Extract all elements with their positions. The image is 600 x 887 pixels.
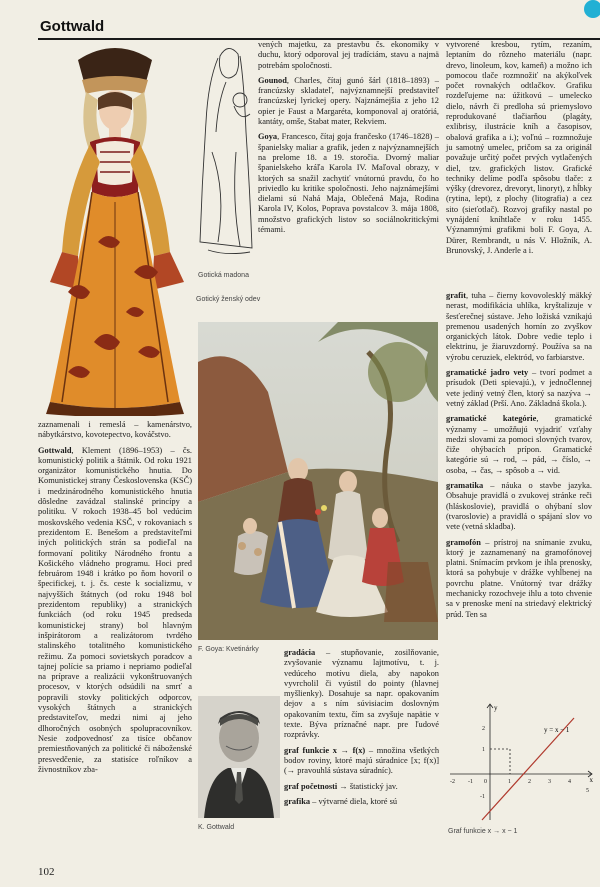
- caption-goya: F. Goya: Kvetinárky: [198, 646, 259, 653]
- col3-grafika-continuation: vytvorené kresbou, rytím, rezaním, leptaním do rôzneho materiálu (napr. drevo, linoleum, kov, kameň) a možno ich pomocou tlače rozmnožiť na akýkoľvek počet rovnakých odtlačkov. Grafiku rozdeľujeme na: úžitkovú – umelecko dielo, návrh či predloha sú priemyslovo reprodukované tlačiarňou (plagáty, exlibrisy, ilustrácie kníh a časopisov, obalová grafika a i.); voľnú – rozmnožuje ju samotný umelec, pričom sa za originál považuje určitý počet prvých vytlačených diel, tzv. grafických listov. Grafické techniky delíme podľa spôsobu tlače: z výšky (drevorez, drevoryt, linoryt), z hĺbky (rytina, lept), z plochy (litografia) a cez sito (sieťotlač). Rozvoj grafiky nastal po vynájdení kníhtlače v roku 1455. Významnými grafikmi boli F. Goya, A. Dürer, Rembrandt, u nás V. Hložník, A. Brunovský, J. Anderle a i.: [446, 40, 592, 255]
- graph-xtick: 0: [484, 779, 487, 785]
- column-1: [38, 420, 192, 780]
- entry-gradacia-head: gradácia: [284, 648, 316, 657]
- col1-intro: zaznamenali i remeslá – kamenárstvo, nábytkárstvo, kovotepectvo, kováčstvo.: [38, 420, 192, 440]
- entry-jadro: [446, 368, 592, 409]
- entry-gottwald: [38, 446, 192, 776]
- entry-gottwald-head: Gottwald: [38, 445, 72, 455]
- graph-ytick: 2: [482, 726, 485, 732]
- entry-gradacia: [284, 648, 439, 741]
- entry-graf-pocetnosti-head: graf početnosti: [284, 781, 338, 791]
- entry-gounod-head: Gounod: [258, 75, 287, 85]
- entry-gottwald-body: , Klement (1896–1953) – čs. komunistický politik a štátnik. Od roku 1921 organizátor komunistického hnutia. Do Komunistickej strany Československa (KSČ) i medzinárodného komunistického hnutia dôsledne zavádzal stalinské princípy a politiku. V rokoch 1938–45 bol vedúcim moskovského vedenia KSČ, v rokovaniach s prezidentom E. Benešom a predstaviteľmi iných politických strán sa podieľal na formovaní politiky Národného frontu a Košického vládneho programu. Hoci pred februárom 1948 i krátko po ňom hovoril o špecifickej, t. j. čs. ceste k socializmu, v najvyšších štátnych (od roku 1948 bol prezidentom republiky) a stranických funkciách (od roku 1945 predseda komunistickej strany) bol hlavným inšpirátorom a realizátorom tvrdého stalinského totalitného komunistického režimu. Za pomoci sovietskych poradcov a tajnej polície sa priamo i nepriamo podieľal na príprave a realizácii vykonštruovaných procesov, v ktorých odsúdili na smrť a popravili stovky politických odporcov, vysokých štátnych a stranických predstaviteľov, medzi nimi aj jeho dlhoročných osobných spolupracovníkov. Nesie zodpovednosť za tisíce občanov premiestňovaných za politické či náboženské presvedčenie, za statisíce roľníkov a živnostníkov zba-: [38, 445, 192, 774]
- gottwald-portrait: [198, 696, 280, 818]
- function-graph: [446, 700, 596, 824]
- entry-gramatika-body: – náuka o stavbe jazyka. Obsahuje pravidlá o zvukovej stránke reči (hláskoslovie), pravidlá o ohýbaní slov (tvaroslovie) a pravidlá o spájaní slov vo vete (vetná skladba).: [446, 481, 592, 532]
- column-2: [258, 40, 439, 240]
- graph-xtick: 3: [548, 779, 551, 785]
- entry-graf-funkcie: [284, 746, 439, 777]
- goya-painting: [198, 322, 438, 640]
- entry-grafit-body: , tuha – čierny kovovolesklý mäkký nerast, modifikácia uhlíka, kryštalizuje v šesťerečnej sústave. Jeho ložiská vznikajú premenou usadených hornín zo zvyškov organických látok. Dobre vedie teplo i elektrinu, je žiaruvzdorný. Používa sa na výrobu ceruziek, elektród, vo farbiarstve.: [446, 291, 592, 362]
- entry-grafika-body: – výtvarné diela, ktoré sú: [310, 796, 398, 806]
- entry-graf-funkcie-head: graf funkcie x → f(x): [284, 745, 366, 755]
- entry-grafika: [284, 797, 439, 807]
- caption-odev: Gotický ženský odev: [196, 296, 261, 303]
- graph-xtick: 2: [528, 779, 531, 785]
- col2-continuation: vených majetku, za prestavbu čs. ekonomiky v duchu, ktorý odporoval jej tradíciám, stavu a najmä potrebám spoločnosti.: [258, 40, 439, 70]
- page-number: 102: [38, 866, 55, 878]
- entry-gramofon-body: – prístroj na snímanie zvuku, ktorý je zaznamenaný na gramofónovej platni. Snímacím prvkom je ihla prenosky, ktorá sa pohybuje v drážke vyhĺbenej na povrchu platne. Vnútorný tvar drážky mechanicky rozochveje ihlu a toto chvenie sa v prenoske mení na striedavý elektrický prúd. Ten sa: [446, 537, 592, 619]
- caption-madona: Gotická madona: [198, 272, 249, 279]
- graph-x-ticks: [450, 779, 589, 794]
- entry-gounod-body: , Charles, čítaj gunó šárl (1818–1893) – francúzsky skladateľ, najvýznamnejší predstaviteľ francúzskej lyrickej opery. Najznámejšia z jeho 12 opier je Faust a Margaréta, komponoval aj oratóriá, kantáty, omše, Stabat mater, Rekviem.: [258, 75, 439, 127]
- caption-graf: Graf funkcie x → x − 1: [448, 828, 518, 835]
- entry-grafit-head: grafit: [446, 291, 466, 300]
- graph-y-ticks: [480, 726, 485, 800]
- entry-gounod: [258, 76, 439, 127]
- graph-y-label: y: [494, 704, 498, 712]
- entry-gramatika-head: gramatika: [446, 481, 484, 491]
- entry-goya-head: Goya: [258, 132, 278, 142]
- entry-graf-pocetnosti: [284, 782, 439, 792]
- column-4: [284, 648, 439, 812]
- graph-xtick: -1: [468, 779, 473, 785]
- entry-gramatika: [446, 481, 592, 532]
- graph-xtick: 1: [508, 779, 511, 785]
- caption-gottwald: K. Gottwald: [198, 824, 235, 831]
- entry-goya: [258, 132, 439, 235]
- entry-jadro-head: gramatické jadro vety: [446, 368, 529, 378]
- graph-ytick: -1: [480, 794, 485, 800]
- column-3: [446, 40, 592, 261]
- entry-gradacia-body: – stupňovanie, zosilňovanie, zvyšovanie významu lajtmotívu, t. j. vedúceho motívu diela, aby napokon vyvrcholil či vyústil do pointy (hlavnej myšlienky). Dosahuje sa napr. opakovaním dejov a s ním súvisiacim doslovným opakovaním textu, čím sa zvyšuje napätie v texte. Býva príznačné napr. pre ľudové rozprávky.: [284, 648, 439, 740]
- entry-gramofon-head: gramofón: [446, 537, 481, 547]
- entry-graf-pocetnosti-body: → štatistický jav.: [337, 781, 398, 791]
- gothic-dress-illustration: [38, 42, 192, 416]
- entry-kategorie: [446, 414, 592, 476]
- column-5: [446, 291, 592, 625]
- entry-kategorie-body: , gramatické významy – umožňujú vyjadriť vzťahy medzi slovami za pomoci slovných tvarov, čiže ohýbacích prípon. Gramatické kategórie sú → rod, → pád, → číslo, → osoba, → čas, → spôsob a → vid.: [446, 414, 592, 475]
- entry-grafit: [446, 291, 592, 363]
- entry-grafika-head: grafika: [284, 796, 311, 806]
- graph-xtick: 4: [568, 779, 571, 785]
- page-header: [38, 6, 600, 40]
- entry-graf-funkcie-body: – množina všetkých bodov roviny, ktoré majú súradnice [x; f(x)] (→ pravouhlá sústava súradníc).: [284, 745, 440, 776]
- graph-x-label: x: [589, 776, 593, 784]
- graph-function-label: y = x − 1: [544, 726, 570, 734]
- header-word: Gottwald: [40, 18, 105, 35]
- graph-xtick: 5: [586, 788, 589, 794]
- entry-gramofon: [446, 538, 592, 620]
- gothic-madonna-drawing: [196, 42, 260, 266]
- graph-ytick: 1: [482, 747, 485, 753]
- entry-jadro-body: – tvorí podmet a prísudok (Deti spievajú.), v jednočlennej vete jediný vetný člen, ktorý sa nazýva → vetný základ (Prší. Ano. Základná škola.).: [446, 368, 593, 408]
- entry-goya-body: , Francesco, čítaj goja frančesko (1746–1828) – španielsky maliar a grafik, jeden z najvýznamnejších na prelome 18. a 19. storočia. Dvorný maliar španielskeho kráľa Karola IV. Maľoval obrazy, v ktorých sa snažil zachytiť vnútornú pravdu, čo ho priviedlo ku kritike spoločnosti. Jeho najznámejšími dielami sú Nahá Maja, Oblečená Maja, Rodina Karola IV, Kolos, Poprava povstalcov 3. mája 1808, množstvo grafických listov so sociálnokritickými témami.: [258, 132, 439, 235]
- graph-xtick: -2: [450, 779, 455, 785]
- entry-kategorie-head: gramatické kategórie: [446, 414, 537, 424]
